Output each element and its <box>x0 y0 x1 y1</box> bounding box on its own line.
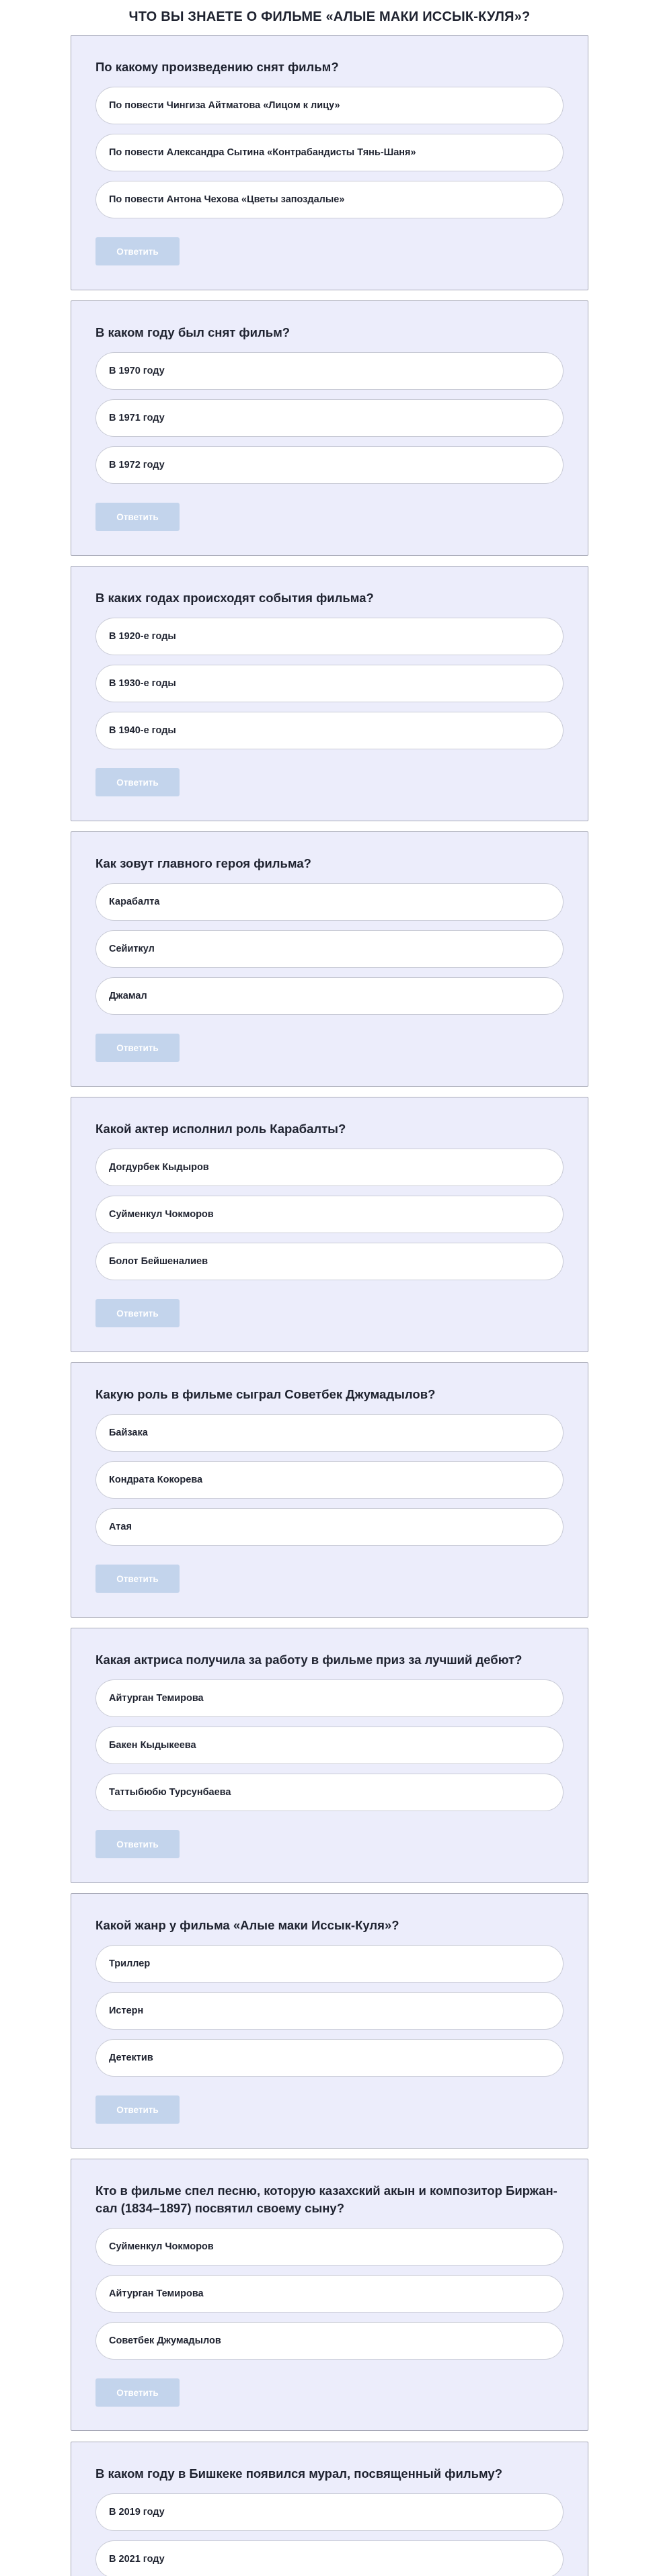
page-title: ЧТО ВЫ ЗНАЕТЕ О ФИЛЬМЕ «АЛЫЕ МАКИ ИССЫК-КУЛЯ»? <box>128 9 531 24</box>
answer-option[interactable] <box>95 446 564 484</box>
answer-option[interactable] <box>95 1992 564 2030</box>
answer-option[interactable] <box>95 1945 564 1983</box>
answer-option-label: Джамал <box>109 991 147 1001</box>
answer-option[interactable] <box>95 1243 564 1280</box>
answer-option[interactable] <box>95 2039 564 2077</box>
answer-option[interactable] <box>95 665 564 702</box>
question-text: Какую роль в фильме сыграл Советбек Джумадылов? <box>95 1387 436 1401</box>
question-card <box>71 35 588 290</box>
answer-option[interactable] <box>95 352 564 390</box>
answer-option[interactable] <box>95 2275 564 2313</box>
answer-option-label: Истерн <box>109 2005 144 2016</box>
answer-option-label: В 1972 году <box>109 460 165 470</box>
question-text: В каких годах происходят события фильма? <box>95 591 374 605</box>
question-card <box>71 1893 588 2149</box>
answer-option[interactable] <box>95 712 564 749</box>
answer-option[interactable] <box>95 1774 564 1811</box>
answer-button[interactable]: Ответить <box>95 503 180 531</box>
answer-option[interactable] <box>95 1414 564 1452</box>
question-card <box>71 566 588 821</box>
answer-option[interactable] <box>95 1196 564 1233</box>
answer-option[interactable] <box>95 1727 564 1764</box>
answer-option-label: В 1920-е годы <box>109 631 176 642</box>
question-text: Какой жанр у фильма «Алые маки Иссык-Куля»? <box>95 1918 399 1932</box>
question-card <box>71 300 588 556</box>
answer-option[interactable] <box>95 1461 564 1499</box>
answer-option-label: Сейиткул <box>109 944 155 954</box>
question-card <box>71 1362 588 1618</box>
answer-option-label: В 1970 году <box>109 366 165 376</box>
answer-option[interactable] <box>95 618 564 655</box>
answer-option-label: В 2019 году <box>109 2507 165 2518</box>
answer-option-label: В 1940-е годы <box>109 725 176 736</box>
answer-button[interactable]: Ответить <box>95 2378 180 2407</box>
answer-option-label: Детектив <box>109 2052 153 2063</box>
answer-option-label: Таттыбюбю Турсунбаева <box>109 1787 231 1798</box>
question-text: Кто в фильме спел песню, которую казахский акын и композитор Биржан-сал (1834–1897) посвятил своему сыну? <box>95 2184 557 2215</box>
question-card <box>71 831 588 1087</box>
answer-option-label: По повести Чингиза Айтматова «Лицом к лицу» <box>109 100 340 111</box>
answer-option[interactable] <box>95 181 564 218</box>
answer-option-label: Байзака <box>109 1427 148 1438</box>
answer-option[interactable] <box>95 2228 564 2266</box>
question-text: Какой актер исполнил роль Карабалты? <box>95 1122 346 1136</box>
question-text: В каком году в Бишкеке появился мурал, посвященный фильму? <box>95 2466 503 2481</box>
answer-option-label: Айтурган Темирова <box>109 1693 204 1704</box>
answer-option[interactable] <box>95 134 564 171</box>
answer-option-label: Советбек Джумадылов <box>109 2335 221 2346</box>
answer-option-label: Айтурган Темирова <box>109 2288 204 2299</box>
answer-button[interactable]: Ответить <box>95 2095 180 2124</box>
answer-option-label: Бакен Кыдыкеева <box>109 1740 196 1751</box>
answer-option[interactable] <box>95 2493 564 2531</box>
answer-option[interactable] <box>95 87 564 124</box>
answer-option-label: Триллер <box>109 1958 151 1969</box>
question-card <box>71 1097 588 1352</box>
answer-option[interactable] <box>95 399 564 437</box>
answer-option[interactable] <box>95 977 564 1015</box>
answer-button[interactable]: Ответить <box>95 237 180 265</box>
answer-option-label: В 1930-е годы <box>109 678 176 689</box>
question-card <box>71 2442 588 2576</box>
answer-option-label: Суйменкул Чокморов <box>109 1209 214 1220</box>
question-text: Как зовут главного героя фильма? <box>95 856 311 870</box>
answer-option-label: В 2021 году <box>109 2554 165 2565</box>
question-text: В каком году был снят фильм? <box>95 325 290 339</box>
answer-option-label: По повести Антона Чехова «Цветы запоздалые» <box>109 194 345 205</box>
question-text: Какая актриса получила за работу в фильме приз за лучший дебют? <box>95 1653 522 1667</box>
answer-option-label: Болот Бейшеналиев <box>109 1256 208 1267</box>
question-card <box>71 1628 588 1883</box>
answer-option-label: Суйменкул Чокморов <box>109 2241 214 2252</box>
answer-option-label: По повести Александра Сытина «Контрабандисты Тянь-Шаня» <box>109 147 416 158</box>
question-card <box>71 2159 588 2431</box>
question-text: По какому произведению снят фильм? <box>95 60 339 74</box>
answer-option[interactable] <box>95 930 564 968</box>
answer-option-label: Карабалта <box>109 897 160 907</box>
answer-button[interactable]: Ответить <box>95 768 180 796</box>
answer-option-label: В 1971 году <box>109 413 165 423</box>
answer-button[interactable]: Ответить <box>95 1034 180 1062</box>
answer-option[interactable] <box>95 2322 564 2360</box>
answer-option[interactable] <box>95 2540 564 2576</box>
answer-option[interactable] <box>95 1149 564 1186</box>
answer-option-label: Атая <box>109 1522 132 1532</box>
answer-button[interactable]: Ответить <box>95 1565 180 1593</box>
answer-option[interactable] <box>95 1508 564 1546</box>
answer-option-label: Кондрата Кокорева <box>109 1474 203 1485</box>
answer-option[interactable] <box>95 883 564 921</box>
answer-option-label: Догдурбек Кыдыров <box>109 1162 209 1173</box>
answer-button[interactable]: Ответить <box>95 1299 180 1327</box>
answer-button[interactable]: Ответить <box>95 1830 180 1858</box>
answer-option[interactable] <box>95 1679 564 1717</box>
